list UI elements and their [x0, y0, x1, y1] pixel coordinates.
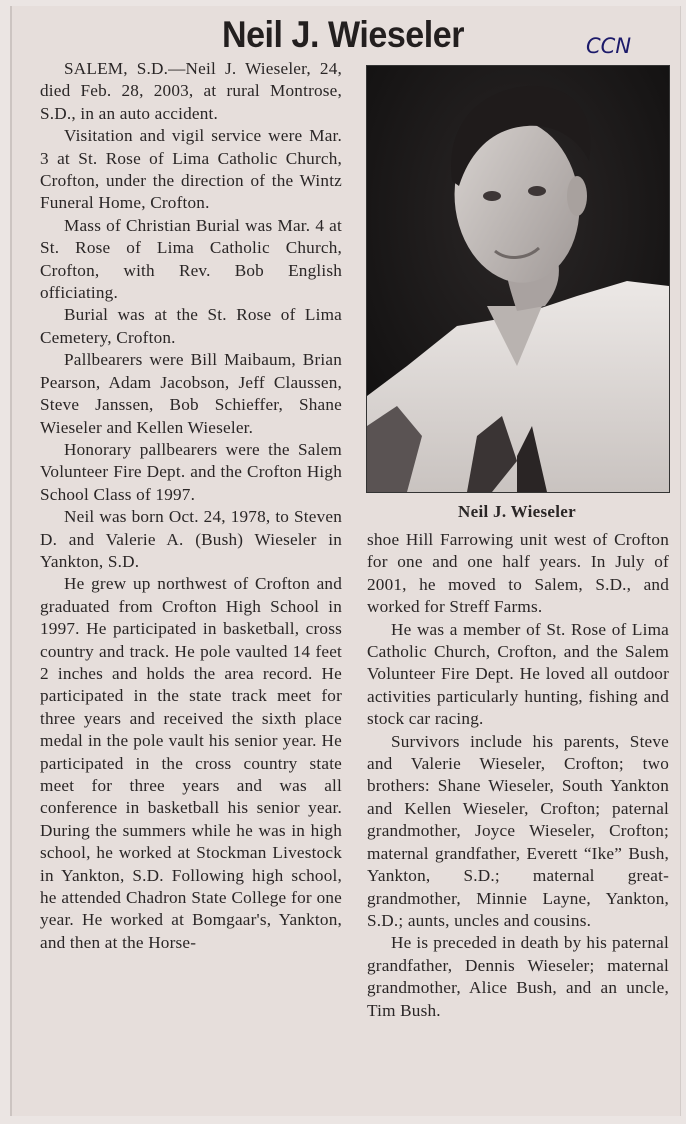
paragraph: SALEM, S.D.—Neil J. Wieseler, 24, died Feb. 28, 2003, at rural Montrose, S.D., in an auto accident.	[40, 59, 342, 123]
paragraph: Survivors include his parents, Steve and Valerie Wieseler, Crofton; two brothers: Shane Wieseler, South Yankton and Kellen Wieseler, Crofton; paternal grandmother, Joyce Wieseler, Crofton; maternal grandfather, Everett “Ike” Bush, Yankton, S.D.; maternal great-grandmother, Minnie Layne, Yankton, S.D.; aunts, uncles and cousins.	[367, 731, 669, 930]
portrait-photo	[366, 65, 670, 493]
paragraph: He was a member of St. Rose of Lima Catholic Church, Crofton, and the Salem Volunteer Fire Dept. He loved all outdoor activities particularly hunting, fishing and stock car racing.	[367, 619, 669, 729]
paragraph: He grew up northwest of Crofton and graduated from Crofton High School in 1997. He participated in basketball, cross country and track. He pole vaulted 14 feet 2 inches and holds the area record. He participated in the state track meet for three years and received the sixth place medal in the pole vault his senior year. He participated in the cross country state meet for three years and was all conference in basketball his senior year. During the summers while he was in high school, he worked at Stockman Livestock in Yankton, S.D. Following high school, he attended Chadron State College for one year. He worked at Bomgaar's, Yankton, and then at the Horse-	[40, 574, 342, 952]
obituary-headline: Neil J. Wieseler	[221, 14, 465, 55]
handwritten-note: CCN	[586, 34, 632, 58]
photo-caption: Neil J. Wieseler	[458, 502, 576, 521]
right-text-column	[367, 529, 669, 1022]
paragraph: Burial was at the St. Rose of Lima Cemetery, Crofton.	[40, 305, 342, 347]
paragraph: Neil was born Oct. 24, 1978, to Steven D. and Valerie A. (Bush) Wieseler in Yankton, S.D.	[40, 507, 342, 571]
paragraph: He is preceded in death by his paternal grandfather, Dennis Wieseler; maternal grandmother, Alice Bush, and an uncle, Tim Bush.	[367, 933, 669, 1020]
left-text-column	[40, 58, 342, 954]
paragraph: Pallbearers were Bill Maibaum, Brian Pearson, Adam Jacobson, Jeff Claussen, Steve Janssen, Bob Schieffer, Shane Wieseler and Kellen Wieseler.	[40, 350, 342, 437]
paragraph: Mass of Christian Burial was Mar. 4 at St. Rose of Lima Catholic Church, Crofton, with Rev. Bob English officiating.	[40, 215, 342, 303]
paragraph: Honorary pallbearers were the Salem Volunteer Fire Dept. and the Crofton High School Class of 1997.	[40, 439, 342, 504]
paragraph: Visitation and vigil service were Mar. 3 at St. Rose of Lima Catholic Church, Crofton, under the direction of the Wintz Funeral Home, Crofton.	[40, 126, 342, 213]
portrait-illustration	[367, 66, 669, 492]
paragraph: shoe Hill Farrowing unit west of Crofton for one and one half years. In July of 2001, he moved to Salem, S.D., and worked for Streff Farms.	[367, 530, 669, 617]
